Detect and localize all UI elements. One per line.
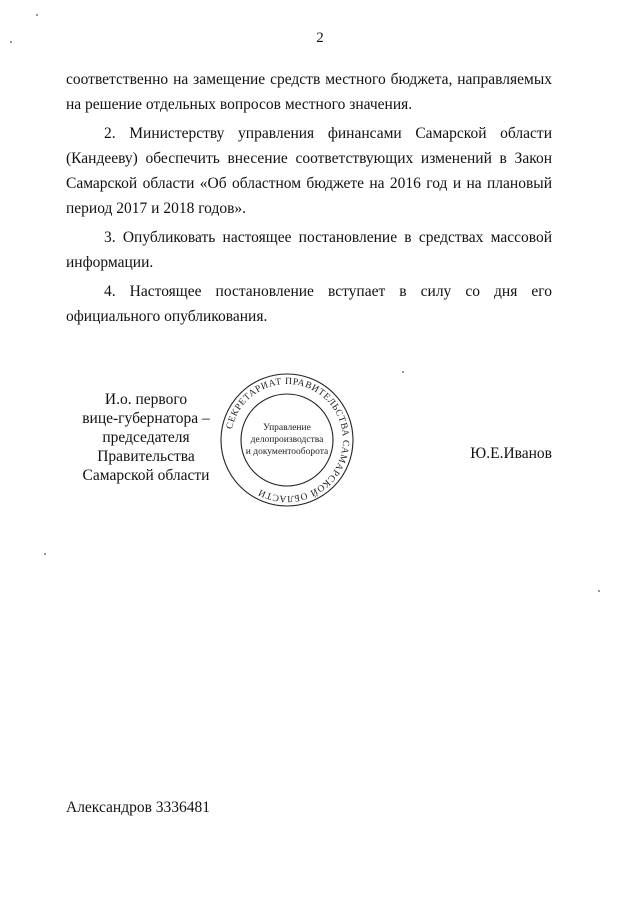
document-body xyxy=(66,67,552,333)
scan-speck xyxy=(36,14,38,16)
signature-title-line-3: председателя Правительства xyxy=(97,429,195,465)
paragraph-2: 2. Министерству управления финансами Самарской области (Кандееву) обеспечить внесение соответствующих изменений в Закон Самарской области «Об областном бюджете на 2016 год и на плановый период 2017 и 2018 годов». xyxy=(66,125,552,217)
signature-title-line-2: вице-губернатора – xyxy=(82,410,210,427)
official-stamp xyxy=(217,370,357,510)
paragraph-continuation: соответственно на замещение средств местного бюджета, направляемых на решение отдельных вопросов местного значения. xyxy=(66,71,552,113)
scan-speck xyxy=(44,553,46,555)
signature-title-line-1: И.о. первого xyxy=(104,391,188,408)
scan-speck xyxy=(598,590,600,592)
executor-contact: Александров 3336481 xyxy=(66,799,211,816)
stamp-outer-text: СЕКРЕТАРИАТ ПРАВИТЕЛЬСТВА САМАРСКОЙ ОБЛАСТИ xyxy=(225,376,351,504)
paragraph-4: 4. Настоящее постановление вступает в силу со дня его официального опубликования. xyxy=(66,283,552,325)
scan-speck xyxy=(402,371,404,373)
paragraph-3: 3. Опубликовать настоящее постановление в средствах массовой информации. xyxy=(66,229,552,271)
signer-name: Ю.Е.Иванов xyxy=(470,445,552,462)
page-number: 2 xyxy=(316,30,324,46)
signature-title xyxy=(66,390,226,485)
signature-title-line-4: Самарской области xyxy=(82,467,210,484)
scan-speck xyxy=(10,41,12,43)
stamp-inner-line-1: Управление xyxy=(263,423,311,433)
stamp-inner-line-3: и документооборота xyxy=(245,447,329,457)
stamp-inner-line-2: делопроизводства xyxy=(250,435,324,445)
